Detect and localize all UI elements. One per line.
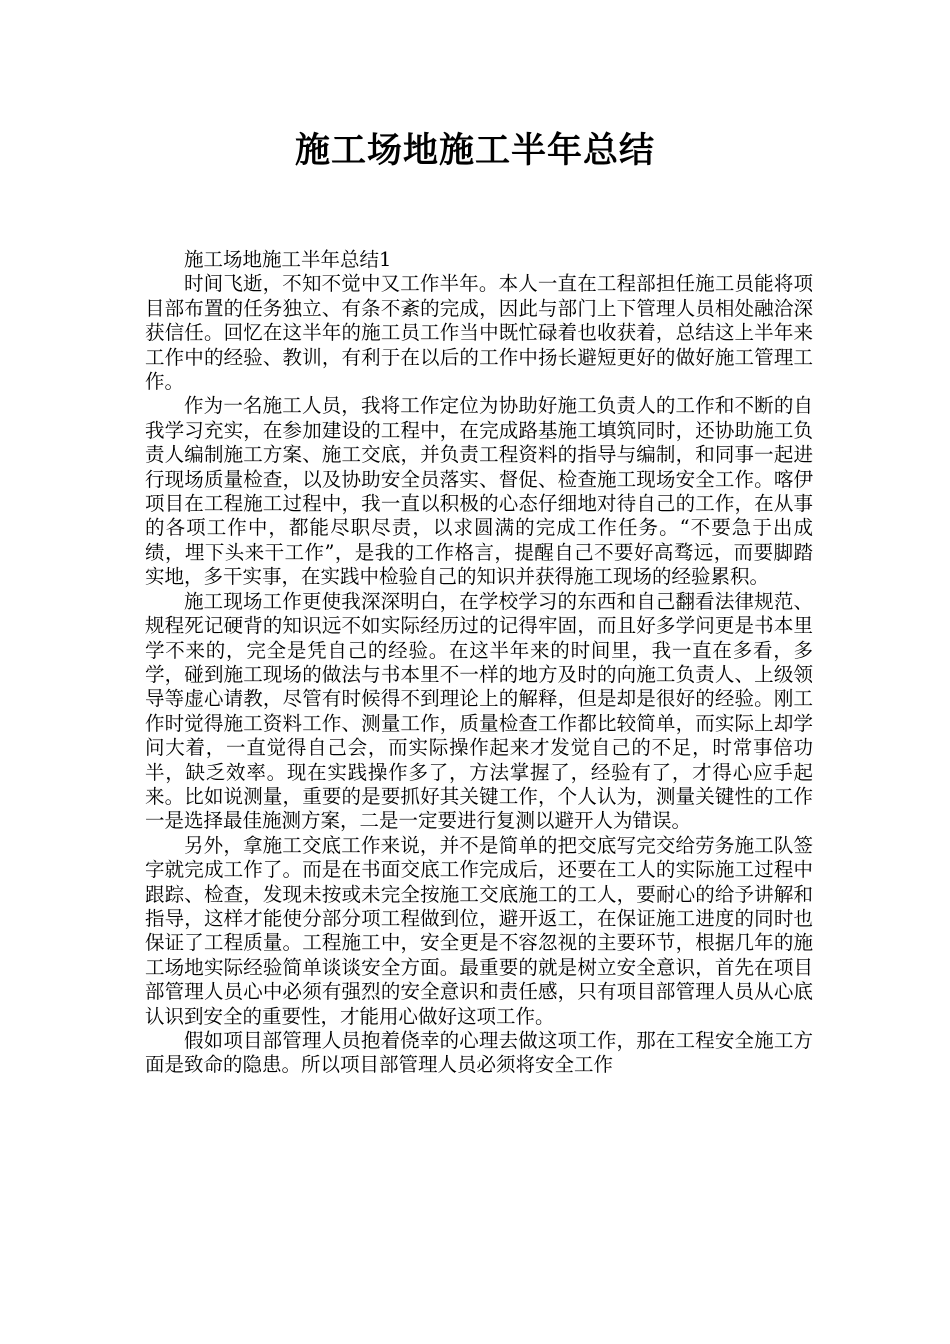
paragraph-2: 作为一名施工人员，我将工作定位为协助好施工负责人的工作和不断的自我学习充实，在参加建设的工程中，在完成路基施工填筑同时，还协助施工负责人编制施工方案、施工交底，并负责工程资料的指导与编制，和同事一起进行现场质量检查，以及协助安全员落实、督促、检查施工现场安全工作。喀伊项目在工程施工过程中，我一直以积极的心态仔细地对待自己的工作，在从事的各项工作中，都能尽职尽责，以求圆满的完成工作任务。“不要急于出成绩，埋下头来干工作”，是我的工作格言，提醒自己不要好高骛远，而要脚踏实地，多干实事，在实践中检验自己的知识并获得施工现场的经验累积。: [145, 394, 813, 589]
paragraph-4: 另外，拿施工交底工作来说，并不是简单的把交底写完交给劳务施工队签字就完成工作了。而是在书面交底工作完成后，还要在工人的实际施工过程中跟踪、检查，发现未按或未完全按施工交底施工的工人，要耐心的给予讲解和指导，这样才能使分部分项工程做到位，避开返工，在保证施工进度的同时也保证了工程质量。工程施工中，安全更是不容忽视的主要环节，根据几年的施工场地实际经验简单谈谈安全方面。最重要的就是树立安全意识，首先在项目部管理人员心中必须有强烈的安全意识和责任感，只有项目部管理人员从心底认识到安全的重要性，才能用心做好这项工作。: [145, 833, 813, 1028]
paragraph-5: 假如项目部管理人员抱着侥幸的心理去做这项工作，那在工程安全施工方面是致命的隐患。所以项目部管理人员必须将安全工作: [145, 1029, 813, 1077]
document-body: [145, 248, 813, 1078]
section-heading: 施工场地施工半年总结1: [184, 248, 392, 271]
document-title: 施工场地施工半年总结: [294, 131, 655, 171]
paragraph-3: 施工现场工作更使我深深明白，在学校学习的东西和自己翻看法律规范、规程死记硬背的知识远不如实际经历过的记得牢固，而且好多学问更是书本里学不来的，完全是凭自己的经验。在这半年来的时间里，我一直在多看，多学，碰到施工现场的做法与书本里不一样的地方及时的向施工负责人、上级领导等虚心请教，尽管有时候得不到理论上的解释，但是却是很好的经验。刚工作时觉得施工资料工作、测量工作，质量检查工作都比较简单，而实际上却学问大着，一直觉得自己会，而实际操作起来才发觉自己的不足，时常事倍功半，缺乏效率。现在实践操作多了，方法掌握了，经验有了，才得心应手起来。比如说测量，重要的是要抓好其关键工作，个人认为，测量关键性的工作一是选择最佳施测方案，二是一定要进行复测以避开人为错误。: [145, 589, 813, 833]
paragraph-1: 时间飞逝，不知不觉中又工作半年。本人一直在工程部担任施工员能将项目部布置的任务独立、有条不紊的完成，因此与部门上下管理人员相处融洽深获信任。回忆在这半年的施工员工作当中既忙碌着也收获着，总结这上半年来工作中的经验、教训，有利于在以后的工作中扬长避短更好的做好施工管理工作。: [145, 272, 813, 394]
